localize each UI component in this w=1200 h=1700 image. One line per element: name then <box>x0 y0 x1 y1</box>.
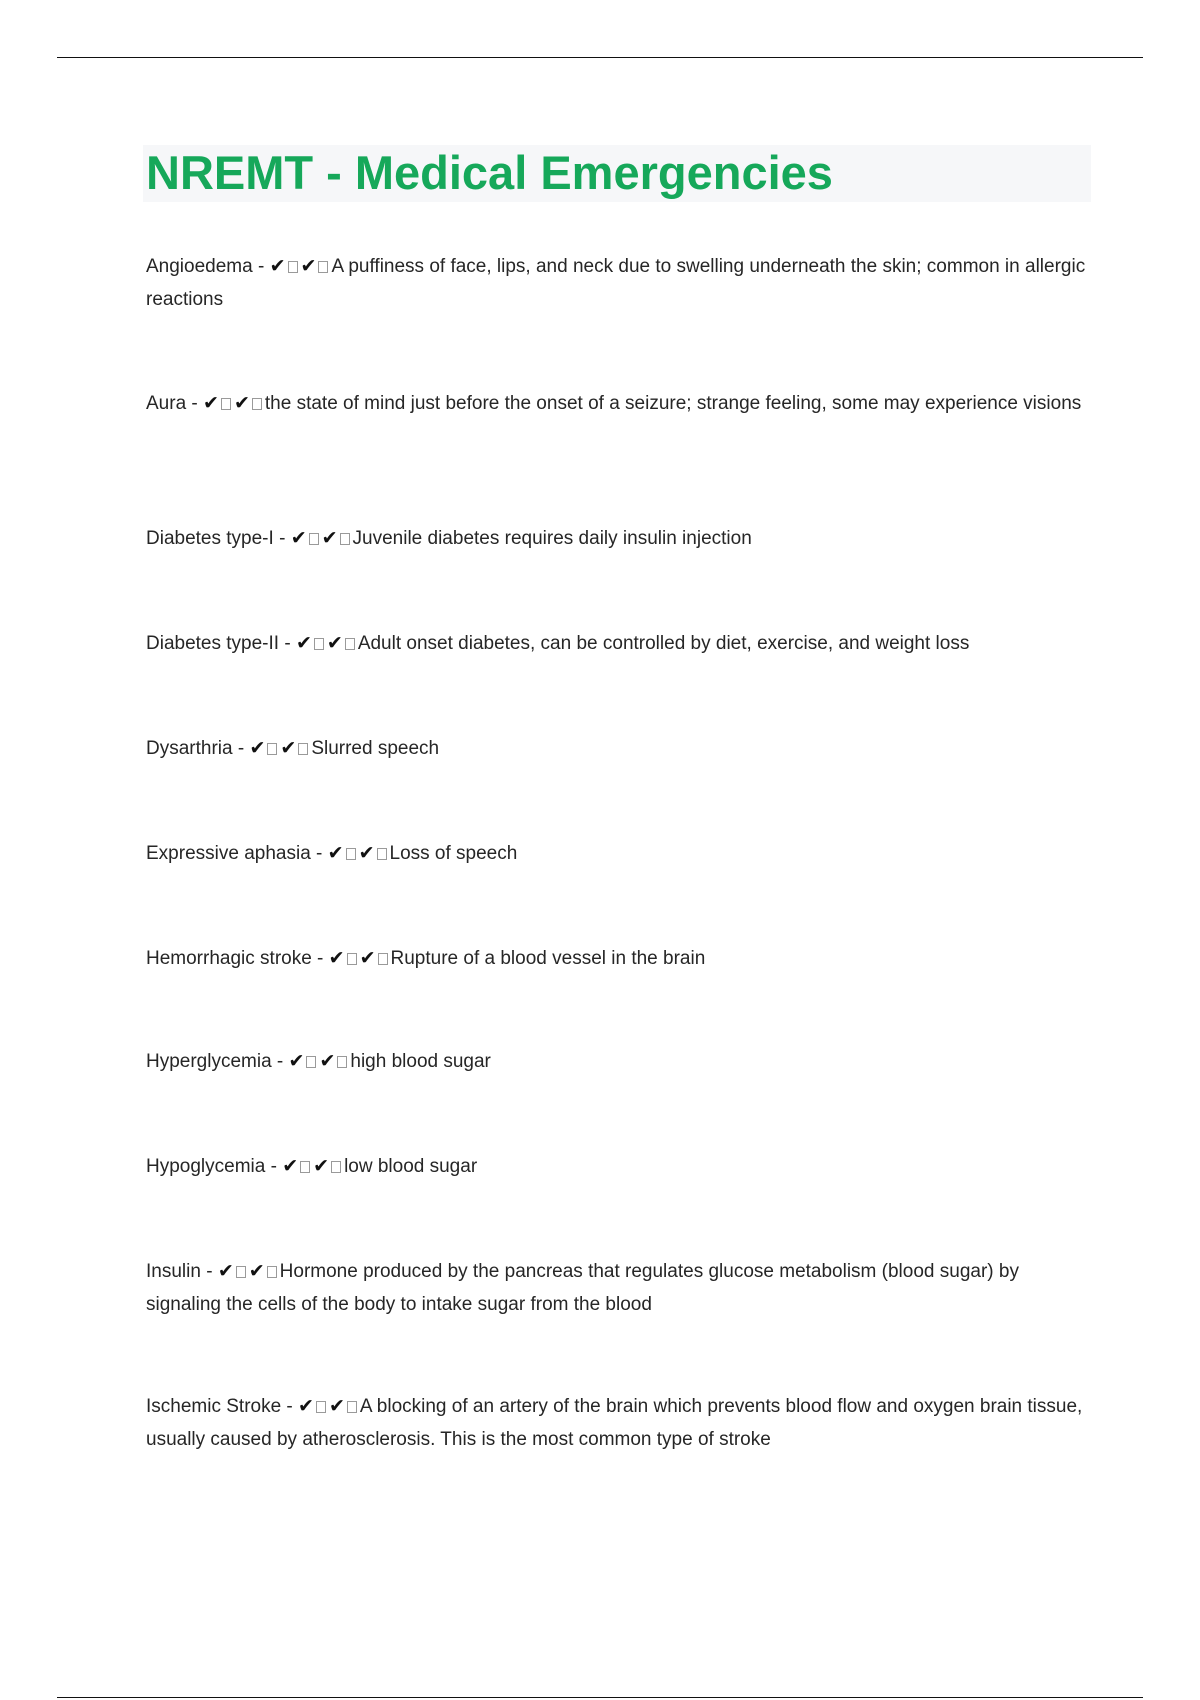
glossary-entry <box>146 1150 1096 1184</box>
entry-definition: Hormone produced by the pancreas that regulates glucose metabolism (blood sugar) by signaling the cells of the body to intake sugar from the blood <box>146 1261 1019 1315</box>
entry-definition: low blood sugar <box>344 1156 478 1177</box>
glossary-entry <box>146 522 1096 556</box>
check-icon: ✔ <box>295 632 312 654</box>
box-icon <box>378 953 388 965</box>
entry-definition: A puffiness of face, lips, and neck due to swelling underneath the skin; common in allergic reactions <box>146 256 1086 310</box>
check-icon: ✔ <box>328 1395 345 1417</box>
entry-separator: - <box>252 256 270 277</box>
check-icon: ✔ <box>217 1260 234 1282</box>
entry-term: Insulin <box>146 1261 201 1282</box>
glossary-entry <box>146 387 1096 421</box>
box-icon <box>316 1401 326 1413</box>
box-icon <box>340 533 350 545</box>
glossary-entry <box>146 627 1096 661</box>
glossary-entry <box>146 250 1096 316</box>
box-icon <box>314 638 324 650</box>
entry-term: Hyperglycemia <box>146 1051 272 1072</box>
entry-term: Angioedema <box>146 256 253 277</box>
check-icon: ✔ <box>326 632 343 654</box>
entry-separator: - <box>232 738 250 759</box>
bottom-rule <box>57 1697 1143 1698</box>
check-icon: ✔ <box>290 527 307 549</box>
entry-separator: - <box>200 1261 218 1282</box>
glossary-entry <box>146 1045 1096 1079</box>
check-icon: ✔ <box>300 255 317 277</box>
entry-term: Hemorrhagic stroke <box>146 948 312 969</box>
box-icon <box>346 848 356 860</box>
check-icon: ✔ <box>359 947 376 969</box>
check-icon: ✔ <box>327 842 344 864</box>
box-icon <box>377 848 387 860</box>
box-icon <box>300 1161 310 1173</box>
entry-term: Dysarthria <box>146 738 233 759</box>
box-icon <box>298 743 308 755</box>
check-icon: ✔ <box>249 737 266 759</box>
box-icon <box>347 953 357 965</box>
glossary-entry <box>146 1390 1096 1456</box>
check-icon: ✔ <box>233 392 250 414</box>
box-icon <box>252 398 262 410</box>
entry-definition: Adult onset diabetes, can be controlled by diet, exercise, and weight loss <box>357 633 970 654</box>
entry-separator: - <box>311 948 329 969</box>
glossary-entry <box>146 1255 1096 1321</box>
box-icon <box>267 743 277 755</box>
box-icon <box>337 1056 347 1068</box>
check-icon: ✔ <box>280 737 297 759</box>
check-icon: ✔ <box>313 1155 330 1177</box>
check-icon: ✔ <box>298 1395 314 1417</box>
glossary-entry <box>146 942 1096 976</box>
entry-separator: - <box>279 633 296 654</box>
box-icon <box>221 398 231 410</box>
check-icon: ✔ <box>319 1050 336 1072</box>
box-icon <box>267 1266 277 1278</box>
entry-term: Hypoglycemia <box>146 1156 266 1177</box>
entry-definition: A blocking of an artery of the brain which prevents blood flow and oxygen brain tissue, usually caused by atherosclerosis. This is the most common type of stroke <box>146 1396 1083 1450</box>
check-icon: ✔ <box>269 255 286 277</box>
check-icon: ✔ <box>282 1155 299 1177</box>
glossary-entry <box>146 732 1096 766</box>
top-rule <box>57 57 1143 58</box>
entry-term: Ischemic Stroke <box>146 1396 282 1417</box>
entry-definition: Juvenile diabetes requires daily insulin injection <box>352 528 752 549</box>
entry-definition: Rupture of a blood vessel in the brain <box>390 948 706 969</box>
box-icon <box>309 533 319 545</box>
box-icon <box>306 1056 316 1068</box>
glossary-entry <box>146 837 1096 871</box>
entry-separator: - <box>186 393 204 414</box>
box-icon <box>236 1266 246 1278</box>
entry-separator: - <box>281 1396 299 1417</box>
entry-term: Diabetes type-I <box>146 528 274 549</box>
entry-separator: - <box>273 528 291 549</box>
check-icon: ✔ <box>358 842 375 864</box>
entry-term: Aura <box>146 393 187 414</box>
entry-separator: - <box>271 1051 289 1072</box>
entry-definition: Loss of speech <box>389 843 518 864</box>
entry-separator: - <box>310 843 328 864</box>
box-icon <box>331 1161 341 1173</box>
title-banner <box>143 145 1091 202</box>
page-title: NREMT - Medical Emergencies <box>146 146 833 199</box>
entry-definition: Slurred speech <box>311 738 440 759</box>
check-icon: ✔ <box>321 527 338 549</box>
entry-definition: the state of mind just before the onset of a seizure; strange feeling, some may experience visions <box>264 393 1082 414</box>
check-icon: ✔ <box>328 947 345 969</box>
check-icon: ✔ <box>288 1050 305 1072</box>
box-icon <box>345 638 355 650</box>
box-icon <box>318 261 328 273</box>
entry-separator: - <box>265 1156 283 1177</box>
check-icon: ✔ <box>248 1260 265 1282</box>
entry-term: Diabetes type-II <box>146 633 280 654</box>
entry-term: Expressive aphasia <box>146 843 311 864</box>
box-icon <box>347 1401 357 1413</box>
entry-definition: high blood sugar <box>350 1051 491 1072</box>
check-icon: ✔ <box>203 392 219 414</box>
box-icon <box>288 261 298 273</box>
